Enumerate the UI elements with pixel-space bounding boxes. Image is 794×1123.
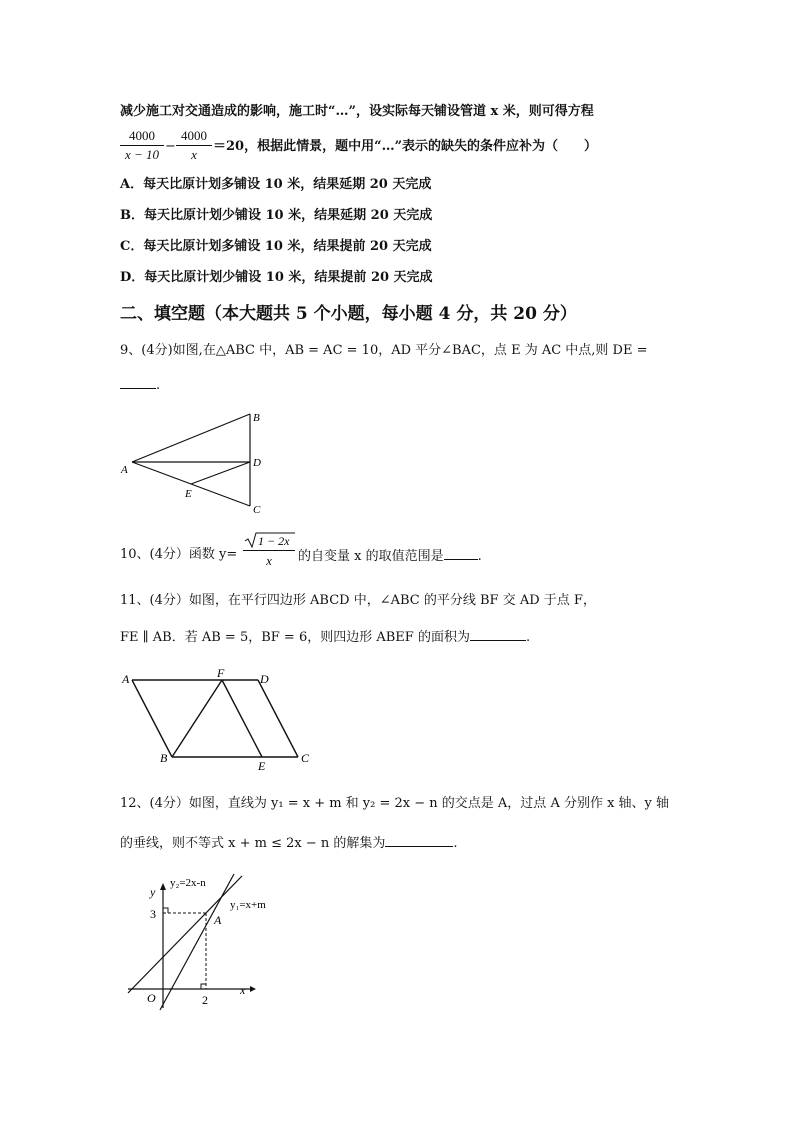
- y2-label: y₂=2x-n: [170, 877, 206, 889]
- label-b: B: [253, 412, 260, 424]
- segment-ab: [132, 680, 172, 757]
- q8-option-c: C．每天比原计划多铺设 10 米，结果提前 20 天完成: [120, 239, 432, 254]
- q9-tail: .: [156, 378, 161, 393]
- q12-tail: .: [453, 836, 458, 851]
- y-axis-label: y: [150, 885, 156, 899]
- fraction-bar: [243, 550, 295, 551]
- q8-frac1-numerator: 4000: [129, 128, 155, 143]
- label-d: D: [260, 672, 269, 686]
- answer-blank[interactable]: [444, 547, 478, 560]
- q8-option-b: B．每天比原计划少铺设 10 米，结果延期 20 天完成: [120, 208, 433, 223]
- answer-blank[interactable]: [120, 376, 156, 389]
- section-heading: 二、填空题（本大题共 5 个小题，每小题 4 分，共 20 分）: [120, 304, 577, 324]
- q10-fraction: [243, 532, 295, 569]
- q9-triangle-figure: [118, 405, 278, 517]
- label-e: E: [258, 759, 266, 773]
- q8-line1: 减少施工对交通造成的影响，施工时“…”，设实际每天铺设管道 x 米，则可得方程: [120, 104, 594, 119]
- right-angle-mark: [201, 984, 206, 989]
- fraction-bar: [176, 145, 212, 146]
- q11-tail: .: [525, 630, 531, 645]
- segment-ab: [132, 414, 250, 462]
- q11-parallelogram-figure: [118, 665, 318, 775]
- point-a-label: A: [214, 913, 222, 927]
- y-axis-arrow: [160, 883, 166, 890]
- q10-radicand: 1 − 2x: [258, 534, 290, 548]
- q8-fraction-1: [120, 128, 164, 163]
- x-axis-arrow: [250, 986, 256, 992]
- q8-minus: −: [165, 139, 176, 154]
- q10-suffix: 的自变量 x 的取值范围是: [298, 549, 444, 564]
- label-d: D: [253, 457, 261, 469]
- q8-frac2-denominator: x: [191, 147, 197, 162]
- y1-label: y₁=x+m: [230, 899, 266, 911]
- y-tick-label: 3: [150, 907, 156, 921]
- q8-frac1-denominator: x − 10: [124, 147, 160, 162]
- q9-answer-line: [120, 376, 160, 394]
- sqrt-symbol: [243, 532, 295, 548]
- q10-prefix: 10、(4分）函数 y=: [120, 547, 238, 562]
- q8-fraction-2: [176, 128, 212, 163]
- origin-label: O: [147, 991, 156, 1005]
- right-angle-mark: [163, 908, 168, 913]
- q11-line2-wrap: [120, 628, 530, 646]
- q9-text: 9、(4分)如图,在△ABC 中，AB = AC = 10，AD 平分∠BAC，点 E 为 AC 中点,则 DE =: [120, 343, 648, 358]
- q8-frac2-numerator: 4000: [181, 128, 207, 143]
- fraction-bar: [120, 145, 164, 146]
- q11-line1: 11、(4分）如图，在平行四边形 ABCD 中，∠ABC 的平分线 BF 交 AD 于点 F，: [120, 593, 596, 608]
- x-tick-label: 2: [202, 993, 208, 1007]
- label-c: C: [301, 751, 310, 765]
- q11-line2: FE ∥ AB．若 AB = 5，BF = 6，则四边形 ABEF 的面积为: [120, 630, 470, 645]
- q8-line2: ＝20，根据此情景，题中用“…”表示的缺失的条件应补为（ ）: [213, 139, 598, 154]
- segment-fe: [222, 680, 262, 757]
- label-a: A: [121, 464, 128, 476]
- answer-blank[interactable]: [470, 628, 526, 641]
- q12-line2: 的垂线，则不等式 x + m ≤ 2x − n 的解集为: [120, 836, 386, 851]
- label-a: A: [122, 672, 130, 686]
- q8-option-d: D．每天比原计划少铺设 10 米，结果提前 20 天完成: [120, 270, 433, 285]
- segment-dc: [258, 680, 298, 757]
- q12-graph-figure: [122, 868, 292, 1016]
- x-axis-label: x: [240, 983, 246, 997]
- line-y1: [128, 876, 242, 993]
- segment-bf: [172, 680, 222, 757]
- segment-de: [191, 462, 250, 484]
- q8-option-a: A．每天比原计划多铺设 10 米，结果延期 20 天完成: [120, 177, 432, 192]
- label-f: F: [217, 666, 225, 680]
- answer-blank[interactable]: [385, 834, 453, 847]
- label-c: C: [253, 504, 261, 516]
- q12-line1: 12、(4分）如图，直线为 y₁ = x + m 和 y₂ = 2x − n 的交点是 A，过点 A 分别作 x 轴、y 轴: [120, 796, 670, 811]
- q10-denominator: x: [266, 553, 272, 568]
- q10-suffix-line: [298, 547, 482, 565]
- q10-tail: .: [477, 549, 482, 564]
- label-b: B: [160, 751, 168, 765]
- label-e: E: [185, 488, 192, 500]
- q12-line2-wrap: [120, 834, 458, 852]
